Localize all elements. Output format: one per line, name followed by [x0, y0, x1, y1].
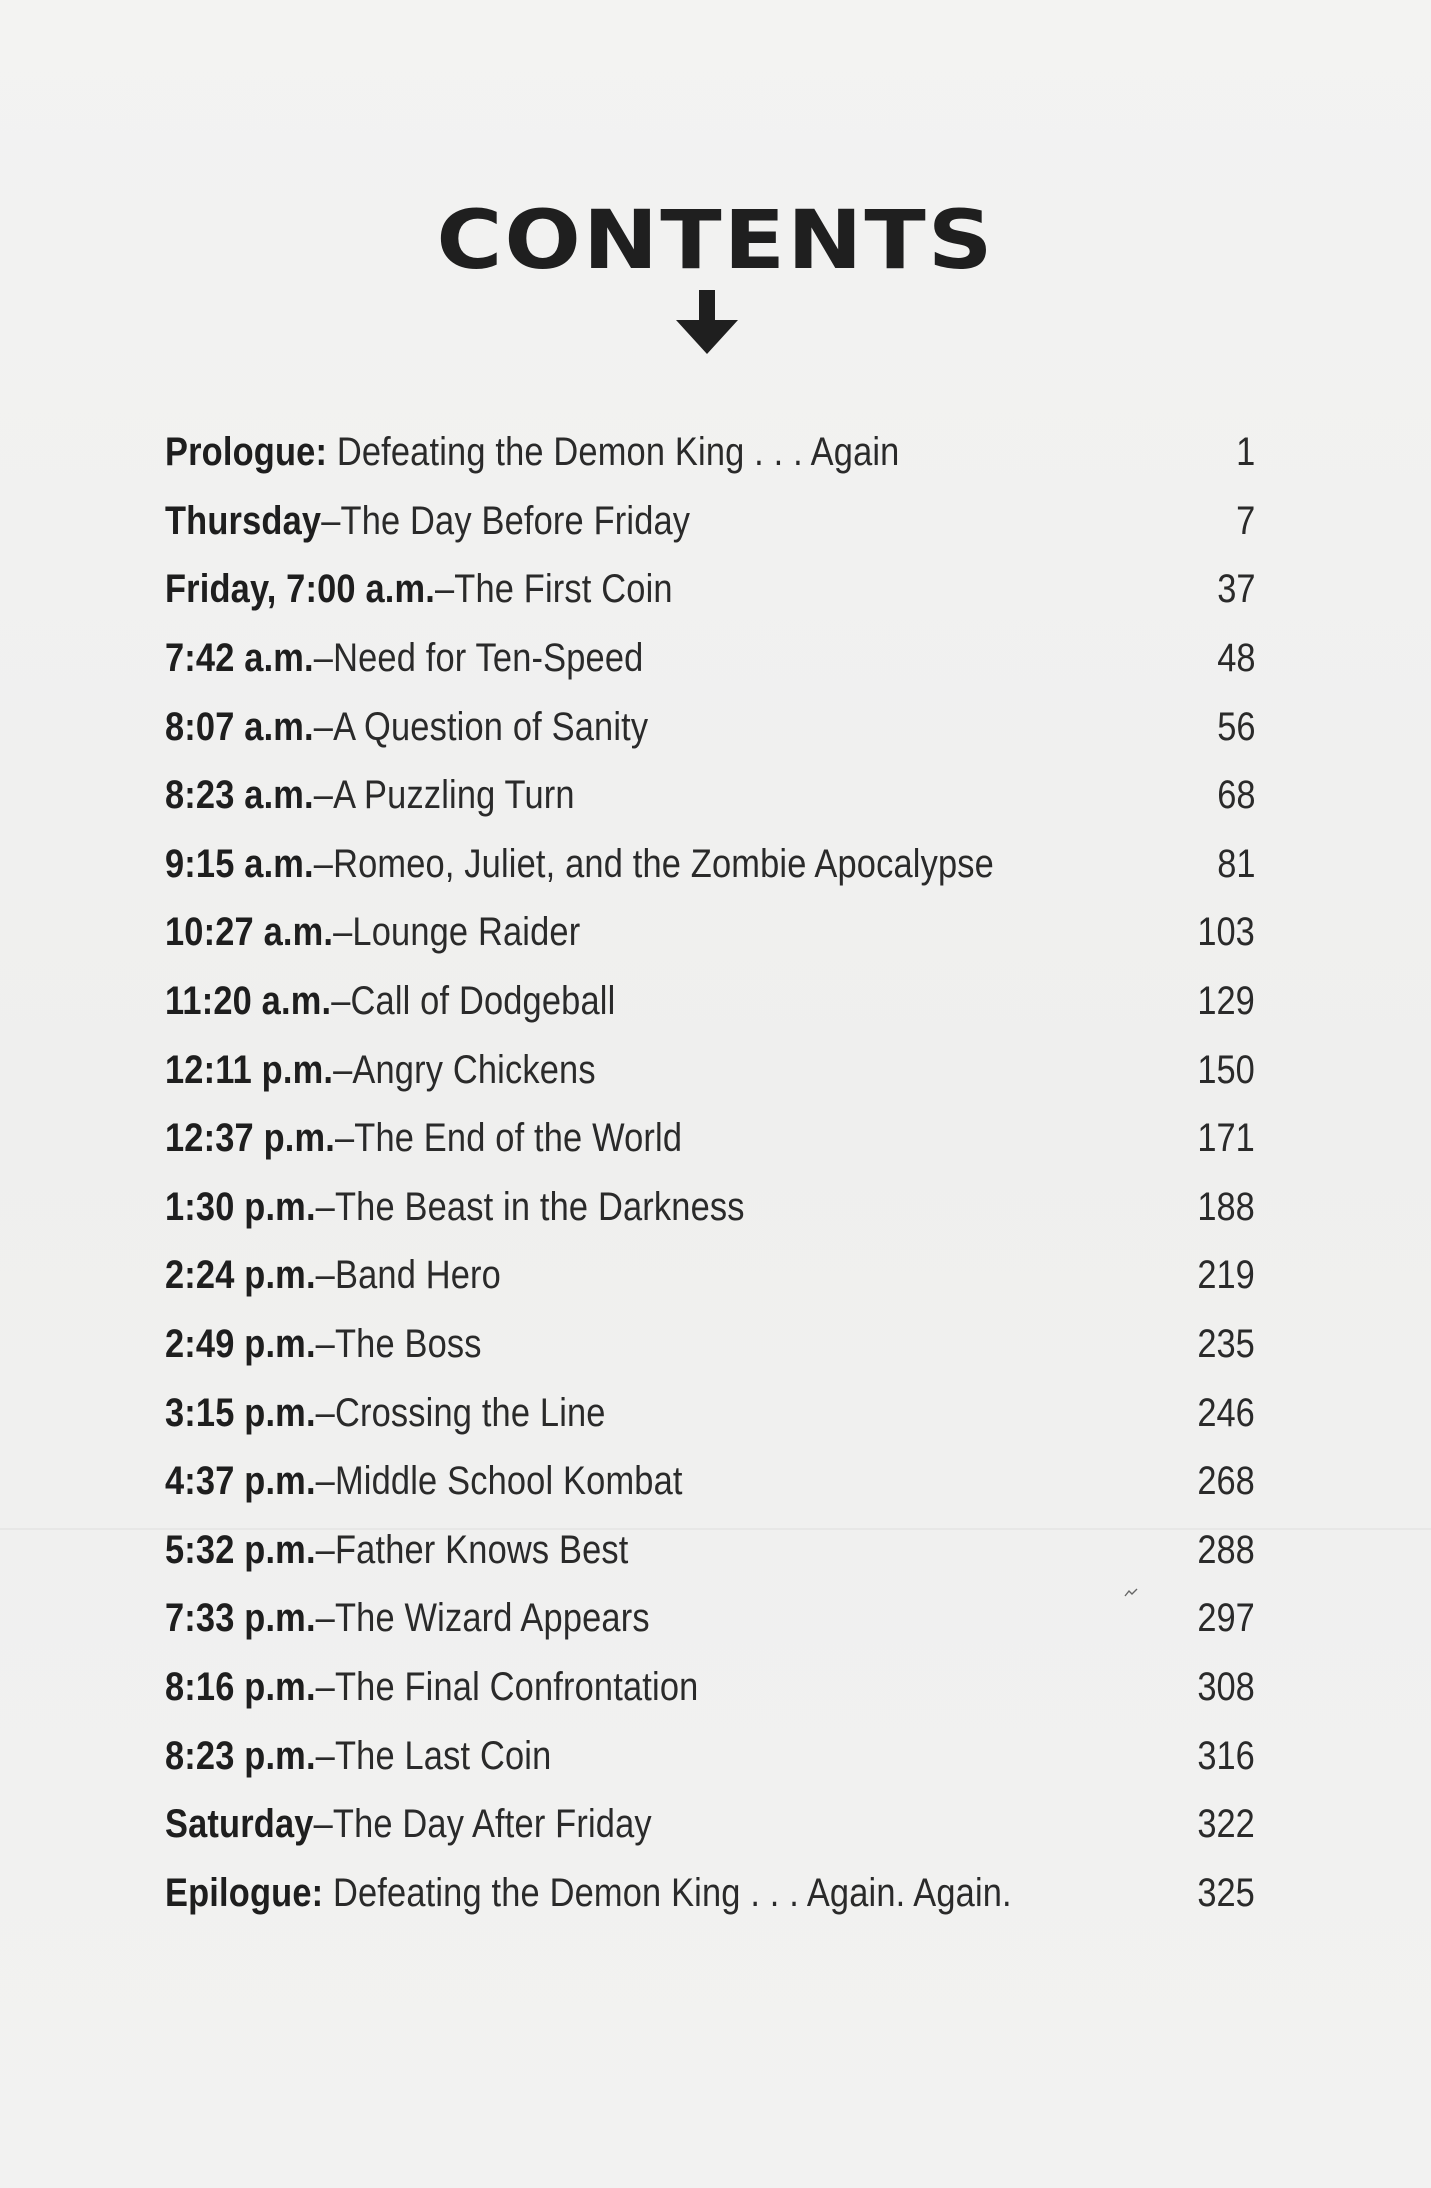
toc-entry-lead: Saturday [165, 1802, 314, 1847]
toc-entry [165, 1721, 1255, 1790]
toc-entry-text [165, 1584, 650, 1652]
toc-entry-text [165, 487, 690, 555]
toc-entry [165, 830, 1255, 899]
toc-entry [165, 1378, 1255, 1447]
toc-entry-page-number: 68 [1216, 773, 1255, 818]
toc-entry-page-number: 246 [1197, 1390, 1255, 1435]
toc-entry [165, 1584, 1255, 1653]
toc-entry [165, 967, 1255, 1036]
toc-entry-lead: 10:27 a.m. [165, 910, 334, 955]
toc-entry-lead: 8:23 p.m. [165, 1733, 316, 1778]
toc-entry-title: –A Question of Sanity [313, 704, 649, 749]
toc-entry-page-number: 288 [1197, 1527, 1255, 1572]
toc-entry-lead: 9:15 a.m. [165, 841, 314, 886]
toc-entry-text [165, 1653, 698, 1721]
toc-entry-page-number: 81 [1216, 841, 1255, 886]
toc-entry-page-number: 48 [1216, 636, 1255, 681]
toc-entry-page-number: 188 [1197, 1184, 1255, 1229]
toc-entry [165, 1653, 1255, 1722]
toc-entry-page-number: 171 [1197, 1116, 1255, 1161]
toc-entry-lead: 11:20 a.m. [165, 979, 332, 1024]
toc-entry-title: –Father Knows Best [315, 1527, 629, 1572]
toc-entry-page-number: 219 [1197, 1253, 1255, 1298]
toc-entry [165, 898, 1255, 967]
toc-entry-page-number: 297 [1197, 1596, 1255, 1641]
toc-entry-title: –Romeo, Juliet, and the Zombie Apocalypse [313, 841, 994, 886]
page-title: CONTENTS [436, 193, 995, 288]
toc-entry-page-number: 268 [1197, 1459, 1255, 1504]
toc-entry-text [165, 418, 899, 486]
toc-entry [165, 692, 1255, 761]
toc-entry-lead: 1:30 p.m. [165, 1184, 316, 1229]
toc-entry-page-number: 37 [1216, 567, 1255, 612]
toc-entry [165, 1790, 1255, 1859]
toc-entry [165, 1310, 1255, 1379]
toc-entry-lead: 2:49 p.m. [165, 1322, 316, 1367]
toc-entry-text [165, 624, 643, 692]
toc-entry-lead: 8:16 p.m. [165, 1664, 316, 1709]
toc-entry-text [165, 555, 673, 623]
toc-entry-title: –The Beast in the Darkness [315, 1184, 745, 1229]
toc-entry-text [165, 1790, 652, 1858]
toc-entry-page-number: 308 [1197, 1664, 1255, 1709]
toc-entry-title: –Angry Chickens [333, 1047, 596, 1092]
toc-entry-page-number: 7 [1235, 498, 1255, 543]
toc-entry-page-number: 56 [1216, 704, 1255, 749]
toc-entry [165, 1447, 1255, 1516]
toc-entry-lead: 12:37 p.m. [165, 1116, 335, 1161]
toc-entry-text [165, 1379, 606, 1447]
toc-entry-title: –Need for Ten-Speed [313, 636, 644, 681]
toc-entry-page-number: 325 [1197, 1870, 1255, 1915]
toc-entry-page-number: 322 [1197, 1802, 1255, 1847]
toc-entry-page-number: 103 [1197, 910, 1255, 955]
toc-entry [165, 555, 1255, 624]
toc-entry-lead: Prologue: [165, 430, 328, 475]
toc-entry-text [165, 898, 580, 966]
toc-entry-text [165, 1104, 682, 1172]
toc-entry-text [165, 1516, 629, 1584]
toc-entry-text [165, 1036, 596, 1104]
toc-entry-lead: 5:32 p.m. [165, 1527, 316, 1572]
toc-entry-lead: 4:37 p.m. [165, 1459, 316, 1504]
toc-entry-title: –Band Hero [315, 1253, 501, 1298]
toc-entry-title: –The First Coin [434, 567, 673, 612]
toc-entry-page-number: 235 [1197, 1322, 1255, 1367]
toc-entry-page-number: 129 [1197, 979, 1255, 1024]
toc-entry-title: Defeating the Demon King . . . Again. Again. [323, 1870, 1012, 1915]
arrow-down-icon [672, 290, 742, 360]
toc-entry-title: –Call of Dodgeball [331, 979, 616, 1024]
toc-entry-title: –The Final Confrontation [315, 1664, 699, 1709]
toc-entry-text [165, 693, 648, 761]
toc-entry [165, 1516, 1255, 1585]
toc-entry-text [165, 830, 994, 898]
toc-entry-title: –Middle School Kombat [315, 1459, 683, 1504]
toc-entry-lead: 8:07 a.m. [165, 704, 314, 749]
toc-entry-text [165, 1447, 683, 1515]
toc-entry-lead: 7:33 p.m. [165, 1596, 316, 1641]
toc-entry-title: Defeating the Demon King . . . Again [327, 430, 900, 475]
toc-entry-page-number: 1 [1235, 430, 1255, 475]
toc-entry-text [165, 967, 615, 1035]
ink-speck [1124, 1588, 1138, 1598]
toc-entry-text [165, 761, 575, 829]
toc-entry-text [165, 1241, 501, 1309]
toc-entry-text [165, 1859, 1012, 1927]
toc-entry [165, 418, 1255, 487]
toc-entry-title: –Lounge Raider [333, 910, 581, 955]
toc-entry-page-number: 150 [1197, 1047, 1255, 1092]
toc-entry [165, 1035, 1255, 1104]
toc-entry [165, 1173, 1255, 1242]
toc-entry-lead: 7:42 a.m. [165, 636, 314, 681]
toc-entry-title: –The Last Coin [315, 1733, 552, 1778]
toc-entry-lead: Friday, 7:00 a.m. [165, 567, 435, 612]
toc-entry-title: –The Wizard Appears [315, 1596, 650, 1641]
toc-entry-title: –Crossing the Line [315, 1390, 606, 1435]
toc-entry-title: –The Day Before Friday [321, 498, 691, 543]
toc-entry-text [165, 1173, 745, 1241]
toc-entry-title: –The Day After Friday [313, 1802, 652, 1847]
toc-entry [165, 1241, 1255, 1310]
toc-entry-lead: 3:15 p.m. [165, 1390, 316, 1435]
table-of-contents [165, 418, 1255, 1927]
toc-entry [165, 487, 1255, 556]
toc-entry-lead: Thursday [165, 498, 322, 543]
toc-entry [165, 1104, 1255, 1173]
toc-entry-page-number: 316 [1197, 1733, 1255, 1778]
toc-entry-text [165, 1722, 551, 1790]
toc-entry [165, 624, 1255, 693]
toc-entry-title: –A Puzzling Turn [313, 773, 575, 818]
toc-entry-title: –The Boss [315, 1322, 482, 1367]
toc-entry-text [165, 1310, 482, 1378]
toc-entry [165, 1858, 1255, 1927]
toc-entry-lead: 8:23 a.m. [165, 773, 314, 818]
toc-entry-lead: Epilogue: [165, 1870, 324, 1915]
toc-entry-lead: 12:11 p.m. [165, 1047, 334, 1092]
toc-entry [165, 761, 1255, 830]
toc-entry-lead: 2:24 p.m. [165, 1253, 316, 1298]
toc-entry-title: –The End of the World [334, 1116, 683, 1161]
